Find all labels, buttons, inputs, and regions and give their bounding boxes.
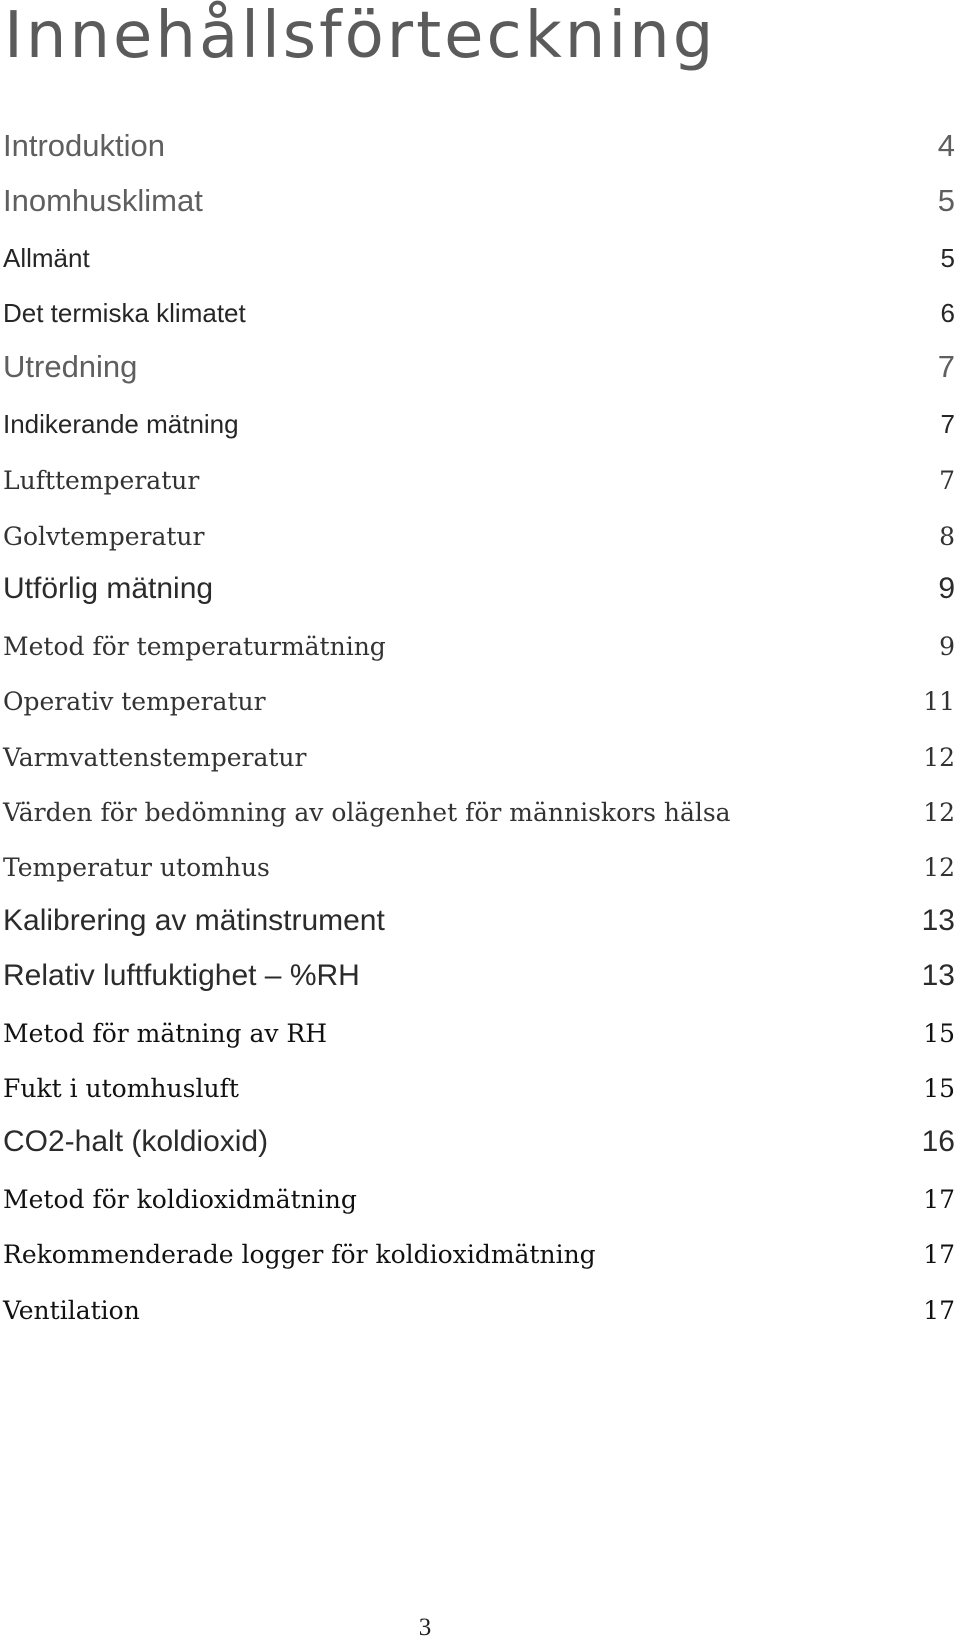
toc-entry-page: 13 [921,904,955,937]
toc-entry[interactable] [0,625,960,665]
toc-entry-page: 17 [923,1296,955,1325]
toc-entry[interactable] [0,791,960,831]
toc-entry-title: Ventilation [3,1296,140,1325]
toc-entry-title: Operativ temperatur [3,687,266,716]
toc-entry-title: Kalibrering av mätinstrument [3,904,385,937]
toc-entry-page: 15 [923,1074,955,1103]
toc-entry-page: 7 [937,349,955,384]
toc-entry[interactable] [0,957,960,997]
toc-entry-title: Relativ luftfuktighet – %RH [3,959,360,992]
toc-entry[interactable] [0,238,960,278]
toc-entry[interactable] [0,459,960,499]
toc-entry-title: Rekommenderade logger för koldioxidmätning [3,1240,596,1269]
toc-entry-page: 12 [923,853,955,882]
toc-entry-page: 7 [939,466,955,495]
toc-entry-title: Allmänt [3,243,90,273]
toc-entry[interactable] [0,902,960,942]
toc-entry[interactable] [0,680,960,720]
toc-entry[interactable] [0,349,960,389]
toc-entry[interactable] [0,1178,960,1218]
toc-entry-title: CO2-halt (koldioxid) [3,1125,269,1158]
page-title: Innehållsförteckning [4,0,717,73]
toc-entry-title: Metod för temperaturmätning [3,632,386,661]
toc-entry-page: 5 [937,183,955,218]
toc-entry[interactable] [0,846,960,886]
toc-entry[interactable] [0,293,960,333]
toc-entry-title: Temperatur utomhus [3,853,270,882]
toc-entry[interactable] [0,515,960,555]
toc-entry-title: Värden för bedömning av olägenhet för människors hälsa [3,798,731,827]
toc-entry-page: 16 [921,1125,955,1158]
toc-entry-title: Utförlig mätning [3,572,214,605]
toc-entry-page: 17 [923,1185,955,1214]
toc-entry-title: Fukt i utomhusluft [3,1074,239,1103]
toc-entry-title: Metod för koldioxidmätning [3,1185,357,1214]
toc-entry-page: 15 [923,1019,955,1048]
toc-entry[interactable] [0,1289,960,1329]
toc-entry[interactable] [0,183,960,223]
toc-entry-page: 8 [939,522,955,551]
toc-entry-page: 6 [940,298,955,328]
toc-entry-title: Varmvattenstemperatur [3,743,307,772]
toc-entry[interactable] [0,1012,960,1052]
toc-entry-title: Inomhusklimat [3,183,203,218]
toc-entry-page: 13 [921,959,955,992]
toc-entry-page: 11 [923,687,955,716]
page-number: 3 [418,1614,432,1641]
toc-entry-page: 7 [940,409,955,439]
toc-entry[interactable] [0,736,960,776]
toc-entry-page: 12 [923,743,955,772]
toc-entry[interactable] [0,570,960,610]
toc-entry[interactable] [0,1067,960,1107]
toc-entry[interactable] [0,1123,960,1163]
toc-entry-title: Det termiska klimatet [3,298,246,328]
toc-entry-page: 9 [939,632,955,661]
toc-entry-page: 4 [937,128,955,163]
toc-entry-title: Metod för mätning av RH [3,1019,328,1048]
toc-entry-title: Golvtemperatur [3,522,205,551]
toc-entry[interactable] [0,1233,960,1273]
toc-entry[interactable] [0,404,960,444]
toc-entry-page: 9 [938,572,955,605]
toc-entry-page: 5 [940,243,955,273]
toc-entry-title: Utredning [3,349,138,384]
toc-entry-title: Lufttemperatur [3,466,200,495]
toc-entry-page: 12 [923,798,955,827]
toc-entry-title: Indikerande mätning [3,409,239,439]
toc-entry-title: Introduktion [3,128,165,163]
toc-entry[interactable] [0,128,960,168]
toc-entry-page: 17 [923,1240,955,1269]
